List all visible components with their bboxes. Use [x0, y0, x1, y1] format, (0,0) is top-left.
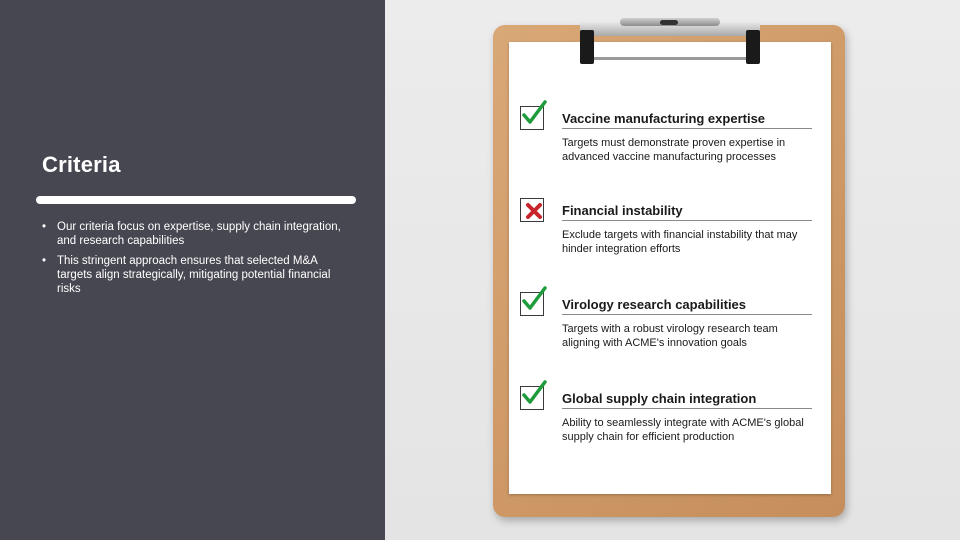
checkbox	[520, 106, 544, 130]
slide-title: Criteria	[42, 152, 121, 177]
red-x-icon	[519, 191, 549, 221]
clipboard-clip-hole	[660, 20, 678, 25]
checkbox	[520, 292, 544, 316]
green-check-icon	[519, 285, 549, 315]
clipboard-clip-leg-right	[746, 30, 760, 64]
checklist-item-title: Vaccine manufacturing expertise	[562, 111, 812, 129]
checklist-item-description: Exclude targets with financial instability that may hinder integration efforts	[562, 229, 798, 255]
clipboard-clip-wire	[585, 34, 755, 60]
title-divider	[36, 196, 356, 204]
clipboard-clip-leg-left	[580, 30, 594, 64]
checklist-item-title: Global supply chain integration	[562, 391, 812, 409]
bullet-item: • This stringent approach ensures that selected M&A targets align strategically, mitigating potential financial risks	[42, 254, 342, 296]
checklist-item-description: Ability to seamlessly integrate with ACME's global supply chain for efficient production	[562, 417, 804, 443]
checklist-item-description: Targets must demonstrate proven expertise in advanced vaccine manufacturing processes	[562, 137, 786, 163]
bullet-item: • Our criteria focus on expertise, supply chain integration, and research capabilities	[42, 220, 342, 248]
checkbox	[520, 198, 544, 222]
green-check-icon	[519, 379, 549, 409]
bullet-list	[42, 220, 342, 302]
checklist-item-description: Targets with a robust virology research team aligning with ACME's innovation goals	[562, 323, 778, 349]
checklist-item-title: Virology research capabilities	[562, 297, 812, 315]
green-check-icon	[519, 99, 549, 129]
checkbox	[520, 386, 544, 410]
checklist-item-title: Financial instability	[562, 203, 812, 221]
